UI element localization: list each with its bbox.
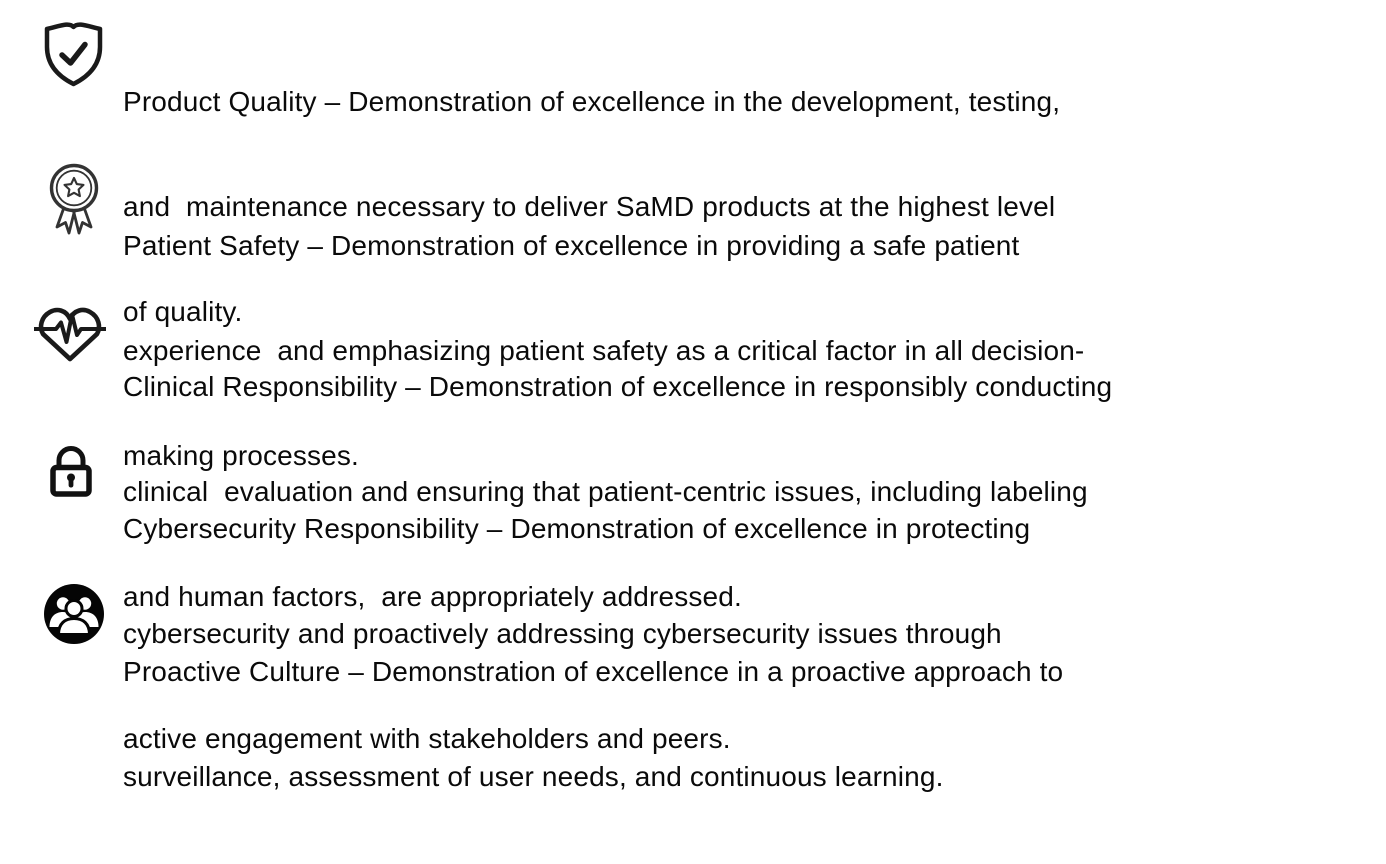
principle-text-line: making processes. xyxy=(123,440,359,471)
heart-pulse-icon xyxy=(34,305,106,365)
principle-text-line: Proactive Culture – Demonstration of excellence in a proactive approach to xyxy=(123,656,1064,687)
principle-text xyxy=(123,584,1386,864)
shield-check-icon xyxy=(42,18,105,88)
principle-text-line: Product Quality – Demonstration of excellence in the development, testing, xyxy=(123,86,1061,117)
principle-text-line: cybersecurity and proactively addressing cybersecurity issues through xyxy=(123,618,1002,649)
principle-text-line: clinical evaluation and ensuring that patient-centric issues, including labeling xyxy=(123,476,1088,507)
principle-item-proactive-culture xyxy=(0,584,1386,864)
principle-text-line: Patient Safety – Demonstration of excellence in providing a safe patient xyxy=(123,230,1020,261)
principle-text-line: experience and emphasizing patient safety as a critical factor in all decision- xyxy=(123,335,1085,366)
principle-text-line: of quality. xyxy=(123,296,243,327)
principle-text-line: surveillance, assessment of user needs, and continuous learning. xyxy=(123,761,944,792)
principle-text-line: Clinical Responsibility – Demonstration of excellence in responsibly conducting xyxy=(123,371,1113,402)
people-group-icon xyxy=(42,582,106,646)
principle-text-line: and maintenance necessary to deliver SaMD products at the highest level xyxy=(123,191,1056,222)
principle-text-line: Cybersecurity Responsibility – Demonstration of excellence in protecting xyxy=(123,513,1031,544)
padlock-icon xyxy=(47,445,95,497)
principle-text-line: and human factors, are appropriately addressed. xyxy=(123,581,742,612)
award-ribbon-icon xyxy=(47,163,101,237)
principle-text-line: active engagement with stakeholders and peers. xyxy=(123,723,731,754)
